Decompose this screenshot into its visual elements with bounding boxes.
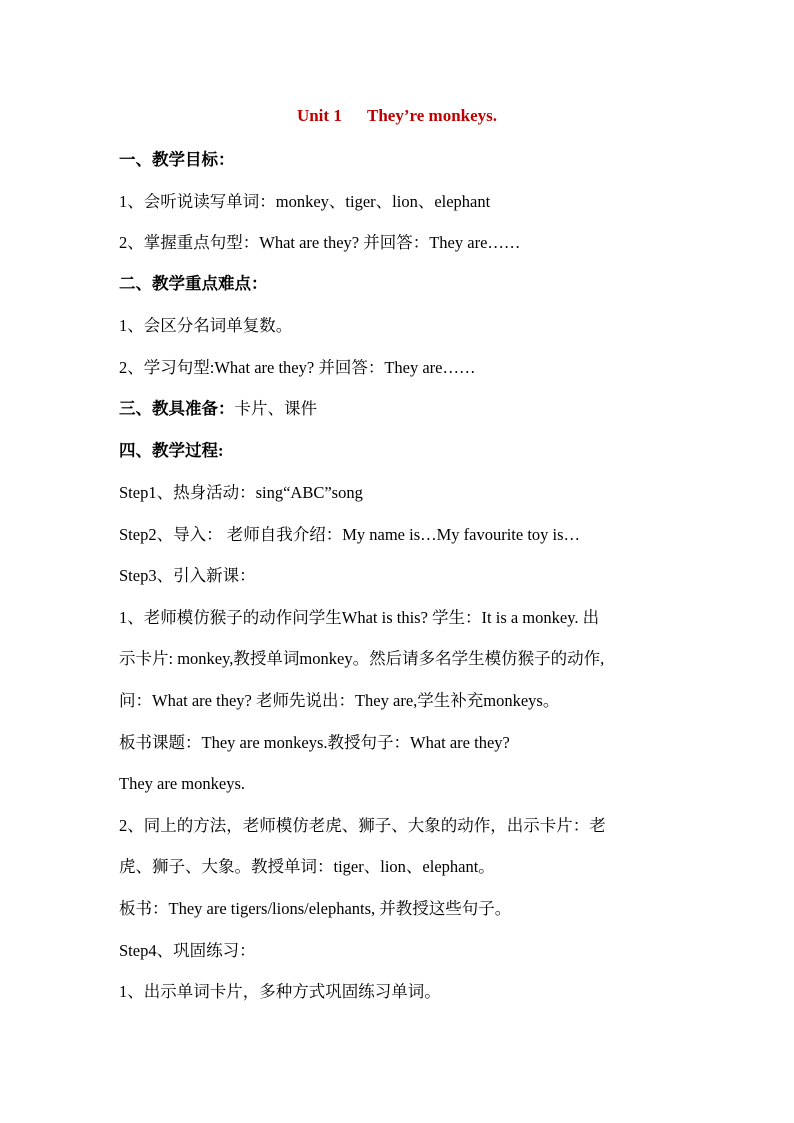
process-heading: 四、教学过程: [119, 441, 224, 460]
blackboard-2: 板书：They are tigers/lions/elephants, 并教授这些句子。 [119, 899, 512, 918]
step3-item1-line3: 问：What are they? 老师先说出：They are,学生补充monkeys。 [119, 691, 560, 710]
step3-item1-line2: 示卡片: monkey,教授单词monkey。然后请多名学生模仿猴子的动作, [119, 649, 605, 668]
objectives-heading: 一、教学目标： [119, 150, 235, 169]
step4-item1: 1、出示单词卡片，多种方式巩固练习单词。 [119, 982, 441, 1001]
step3-item2-line1: 2、同上的方法，老师模仿老虎、狮子、大象的动作，出示卡片：老 [119, 816, 606, 835]
step3-item2-line2: 虎、狮子、大象。教授单词：tiger、lion、elephant。 [119, 857, 495, 876]
keypoints-heading: 二、教学重点难点： [119, 274, 268, 293]
document-title: Unit 1 They’re monkeys. [296, 106, 498, 125]
materials-heading: 三、教具准备： [119, 399, 235, 418]
materials-line [119, 397, 689, 421]
blackboard-1b: They are monkeys. [119, 774, 245, 793]
objective-2: 2、掌握重点句型：What are they? 并回答：They are…… [119, 233, 521, 252]
step2-line: Step2、导入： 老师自我介绍：My name is…My favourite toy is… [119, 525, 581, 544]
keypoint-1: 1、会区分名词单复数。 [119, 316, 293, 335]
step3-line: Step3、引入新课： [119, 566, 256, 585]
keypoint-2: 2、学习句型:What are they? 并回答：They are…… [119, 358, 476, 377]
blackboard-1: 板书课题：They are monkeys.教授句子：What are they? [119, 733, 510, 752]
step4-line: Step4、巩固练习： [119, 941, 256, 960]
materials-text: 卡片、课件 [234, 399, 317, 418]
step1-line: Step1、热身活动：sing“ABC”song [119, 483, 363, 502]
objective-1: 1、会听说读写单词：monkey、tiger、lion、elephant [119, 192, 491, 211]
step3-item1-line1: 1、老师模仿猴子的动作问学生What is this? 学生：It is a monkey. 出 [119, 608, 600, 627]
